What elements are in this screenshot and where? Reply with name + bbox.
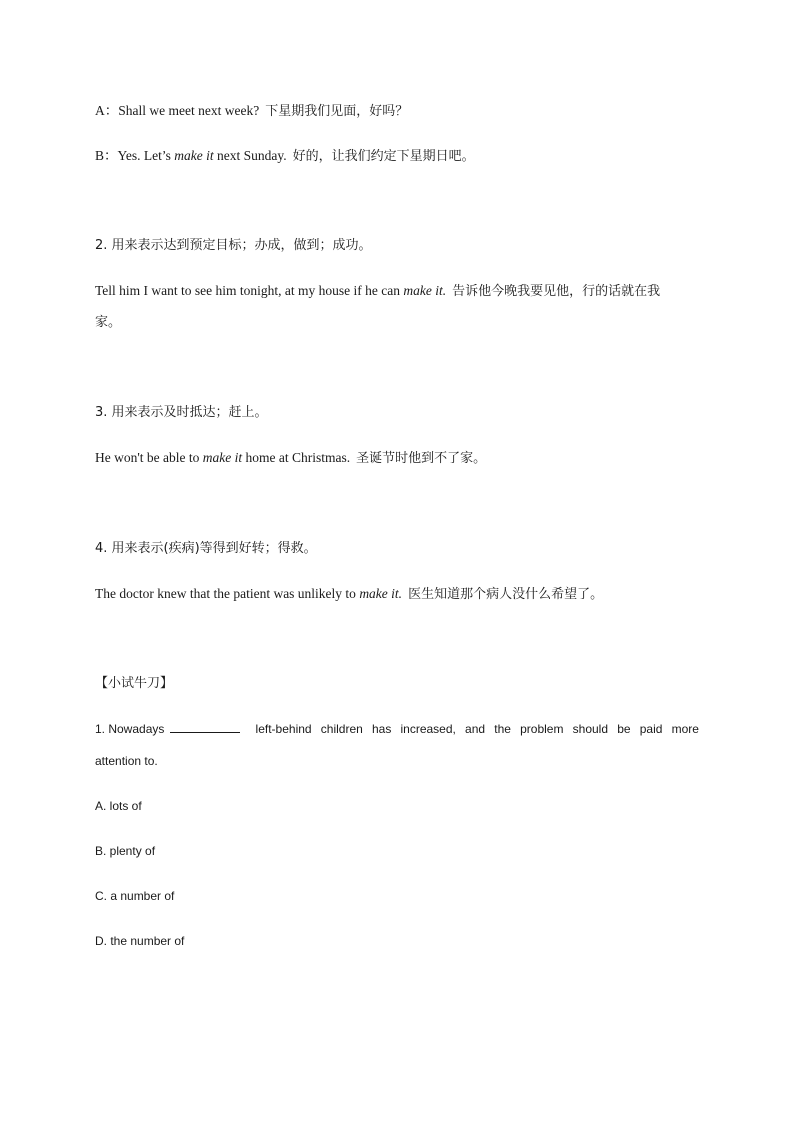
dialogue-b-keyword: make it (174, 148, 214, 163)
option-d: D. the number of (95, 934, 185, 948)
answer-blank (170, 721, 240, 733)
question-word: should (572, 722, 609, 736)
option-a: A. lots of (95, 799, 142, 813)
option-c: C. a number of (95, 889, 175, 903)
sense4-example-english: The doctor knew that the patient was unlikely to (95, 586, 356, 601)
sense4-example-keyword: make it. (359, 586, 403, 601)
question-word: increased, (400, 722, 456, 736)
question-word: problem (520, 722, 564, 736)
sense3-example-keyword: make it (202, 450, 243, 465)
question-1-line-1 (95, 721, 699, 737)
question-word: children (320, 722, 363, 736)
question-word: the (494, 722, 511, 736)
dialogue-b-english-suffix: next Sunday. (217, 148, 287, 163)
question-1-stem-start (95, 721, 246, 737)
dialogue-a-english: A：Shall we meet next week? (95, 103, 260, 118)
sense2-example-english: Tell him I want to see him tonight, at my house if he can (95, 283, 400, 298)
question-word: left-behind (255, 722, 312, 736)
sense3-example-english-suffix: home at Christmas. (245, 450, 351, 465)
sense2-heading: 2. 用来表示达到预定目标；办成，做到；成功。 (95, 238, 372, 253)
question-word: be (617, 722, 631, 736)
sense3-example (95, 450, 486, 467)
sense2-example-chinese: 告诉他今晚我要见他，行的话就在我 (452, 284, 661, 299)
practice-title: 【小试牛刀】 (95, 676, 174, 691)
dialogue-b (95, 148, 475, 165)
dialogue-b-chinese: 好的，让我们约定下星期日吧。 (292, 149, 475, 164)
question-1-number: 1. Nowadays (95, 722, 165, 736)
dialogue-a (95, 103, 408, 120)
question-word: more (671, 722, 699, 736)
sense4-example-chinese: 医生知道那个病人没什么希望了。 (408, 587, 604, 602)
sense4-example (95, 586, 603, 603)
sense2-example-chinese-cont: 家。 (95, 315, 122, 330)
sense3-example-chinese: 圣诞节时他到不了家。 (356, 451, 487, 466)
sense2-example-keyword: make it. (403, 283, 447, 298)
question-word: has (371, 722, 392, 736)
question-word: paid (639, 722, 663, 736)
question-1-line-2: attention to. (95, 754, 158, 768)
sense3-example-english-prefix: He won't be able to (95, 450, 200, 465)
sense4-heading: 4. 用来表示(疾病)等得到好转；得救。 (95, 541, 317, 556)
sense3-heading: 3. 用来表示及时抵达；赶上。 (95, 405, 268, 420)
question-word: and (465, 722, 486, 736)
option-b: B. plenty of (95, 844, 156, 858)
sense2-example (95, 283, 660, 300)
dialogue-a-chinese: 下星期我们见面，好吗？ (265, 104, 409, 119)
dialogue-b-english-prefix: B：Yes. Let’s (95, 148, 171, 163)
